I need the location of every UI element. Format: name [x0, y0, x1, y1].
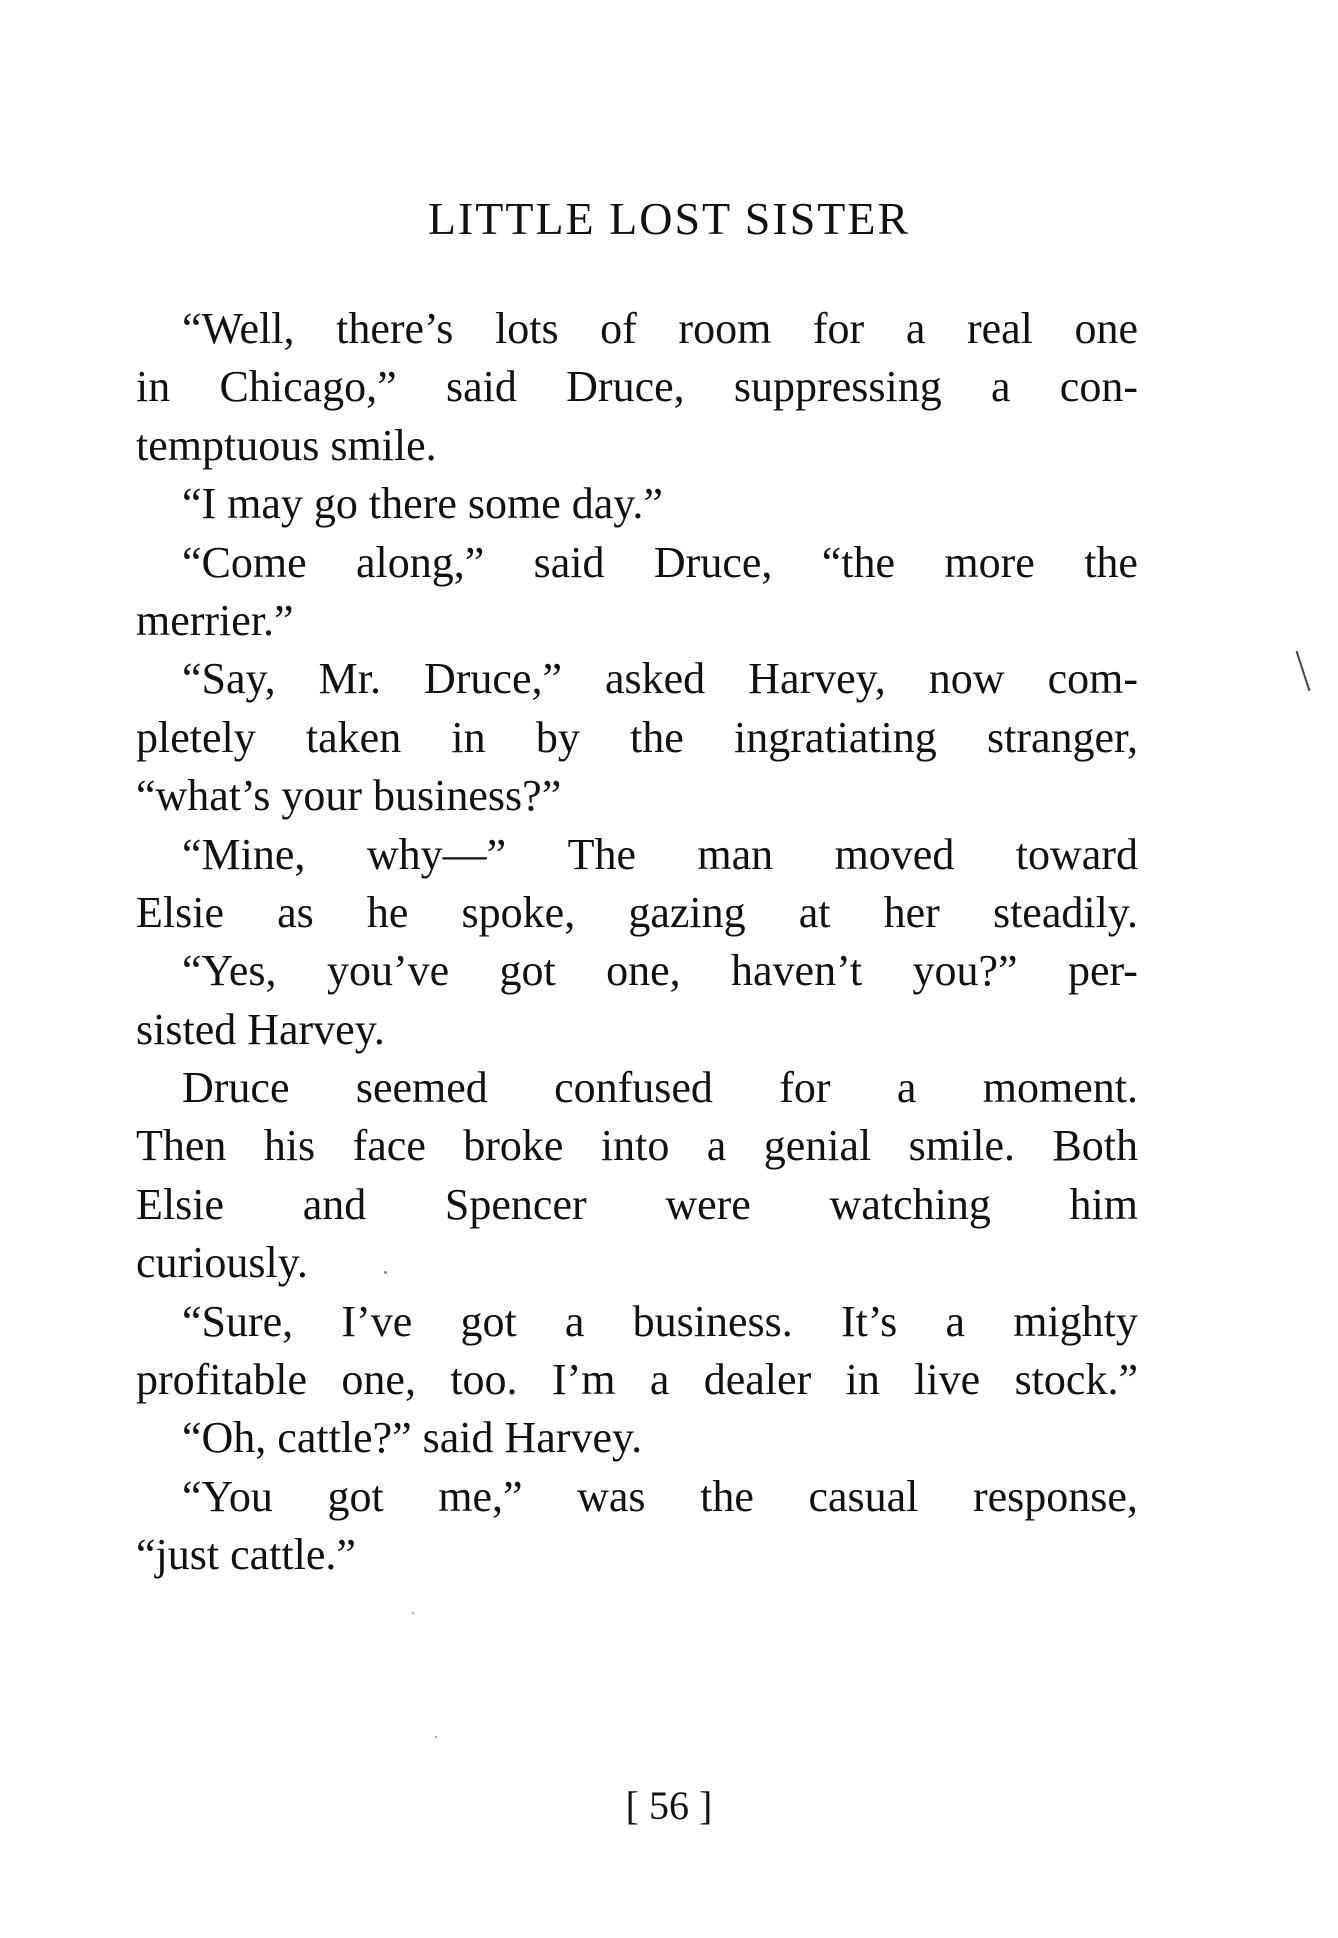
text-line: “I may go there some day.” — [182, 479, 663, 529]
text-line: “Say, Mr. Druce,” asked Harvey, now com- — [182, 654, 1138, 704]
text-line: pletely taken in by the ingratiating stranger, — [136, 712, 1138, 762]
text-line: sisted Harvey. — [136, 1004, 385, 1054]
text-line: “Come along,” said Druce, “the more the — [182, 537, 1138, 587]
text-line: curiously. — [136, 1238, 308, 1288]
running-head: LITTLE LOST SISTER — [427, 193, 911, 244]
text-line: profitable one, too. I’m a dealer in live stock.” — [136, 1355, 1138, 1405]
ink-speck — [412, 1612, 414, 1614]
page-number: [ 56 ] — [625, 1783, 713, 1828]
margin-mark — [1296, 651, 1311, 692]
text-line: “You got me,” was the casual response, — [182, 1471, 1138, 1521]
text-line: “Oh, cattle?” said Harvey. — [182, 1413, 643, 1463]
text-line: “Well, there’s lots of room for a real one — [182, 304, 1138, 353]
body-text — [136, 300, 1138, 1585]
text-line: Elsie as he spoke, gazing at her steadily. — [136, 887, 1138, 937]
text-line: “just cattle.” — [136, 1530, 356, 1580]
ink-speck — [435, 1736, 437, 1738]
text-line: “Yes, you’ve got one, haven’t you?” per- — [182, 946, 1138, 996]
text-line: Druce seemed confused for a moment. — [182, 1063, 1138, 1113]
text-line: temptuous smile. — [136, 420, 437, 470]
text-line: merrier.” — [136, 595, 294, 645]
ink-speck — [384, 1271, 387, 1274]
text-line: Then his face broke into a genial smile. Both — [136, 1121, 1138, 1171]
text-line: “what’s your business?” — [136, 771, 562, 821]
text-line: “Mine, why—” The man moved toward — [182, 829, 1138, 879]
text-line: “Sure, I’ve got a business. It’s a mighty — [182, 1296, 1138, 1346]
text-line: in Chicago,” said Druce, suppressing a con- — [136, 362, 1138, 412]
text-line: Elsie and Spencer were watching him — [136, 1179, 1138, 1229]
